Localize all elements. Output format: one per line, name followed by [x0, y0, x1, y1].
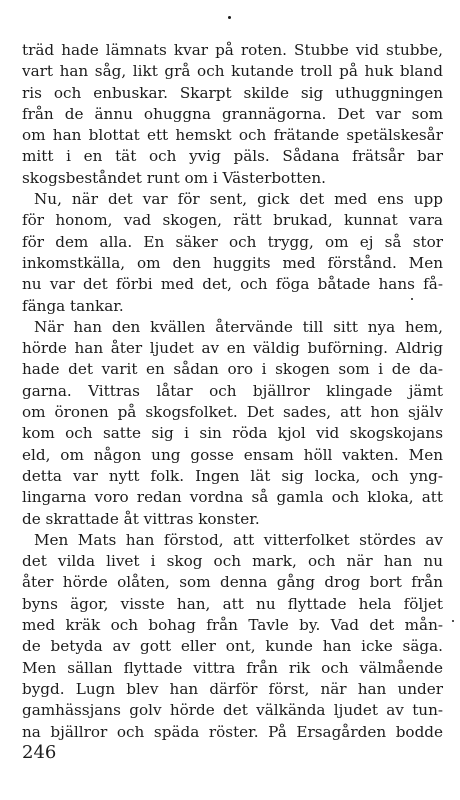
text-line: När han den kvällen återvände till sitt nya hem, [34, 317, 443, 336]
text-line: nu var det förbi med det, och föga båtade hans få- [22, 275, 443, 294]
text-line: om öronen på skogsfolket. Det sades, att hon själv [22, 403, 443, 422]
text-line: hörde han åter ljudet av en väldig buförning. Aldrig [22, 339, 443, 358]
body-text [22, 40, 443, 743]
text-line: de betyda av gott eller ont, kunde han icke säga. [22, 637, 443, 656]
text-line: fänga tankar. [22, 296, 124, 315]
text-line: för honom, vad skogen, rätt brukad, kunnat vara [22, 211, 443, 230]
ink-speck-margin-2 [452, 620, 454, 622]
text-line: Men sällan flyttade vittra från rik och välmående [22, 658, 443, 677]
text-line: lingarna voro redan vordna så gamla och kloka, att [22, 488, 443, 507]
text-line: träd hade lämnats kvar på roten. Stubbe vid stubbe, [22, 41, 443, 59]
text-line: na bjällror och späda röster. På Ersagården bodde [22, 722, 443, 741]
text-line: inkomstkälla, om den huggits med förstånd. Men [22, 253, 443, 272]
text-line: de skrattade åt vittras konster. [22, 509, 260, 528]
text-line: gamhässjans golv hörde det välkända ljudet av tun- [22, 701, 443, 720]
text-line: med kräk och bohag från Tavle by. Vad det mån- [22, 616, 443, 635]
text-line: detta var nytt folk. Ingen lät sig locka, och yng- [22, 466, 443, 485]
text-line: åter hörde olåten, som denna gång drog bort från [22, 573, 443, 592]
text-line: bygd. Lugn blev han därför först, när han under [22, 679, 443, 698]
text-line: om han blottat ett hemskt och frätande spetälskesår [22, 126, 443, 145]
text-line: Men Mats han förstod, att vitterfolket stördes av [34, 530, 443, 549]
text-line: byns ägor, visste han, att nu flyttade hela följet [22, 594, 443, 613]
text-line: mitt i en tät och yvig päls. Sådana frätsår bar [22, 147, 443, 166]
ink-speck-top [228, 16, 231, 19]
text-line: garna. Vittras låtar och bjällror klingade jämt [22, 381, 443, 400]
page-number: 246 [22, 742, 57, 763]
text-line: eld, om någon ung gosse ensam höll vakten. Men [22, 445, 443, 464]
text-line: från de ännu ohuggna grannägorna. Det var som [22, 104, 443, 123]
text-line: för dem alla. En säker och trygg, om ej så stor [22, 232, 443, 251]
text-line: hade det varit en sådan oro i skogen som i de da- [22, 360, 443, 379]
text-line: skogsbeståndet runt om i Västerbotten. [22, 168, 326, 187]
text-line: vart han såg, likt grå och kutande troll på huk bland [22, 62, 443, 81]
text-line: Nu, när det var för sent, gick det med ens upp [34, 190, 443, 209]
text-line: det vilda livet i skog och mark, och när han nu [22, 552, 443, 571]
text-line: ris och enbuskar. Skarpt skilde sig uthuggningen [22, 83, 443, 102]
text-line: kom och satte sig i sin röda kjol vid skogskojans [22, 424, 443, 443]
